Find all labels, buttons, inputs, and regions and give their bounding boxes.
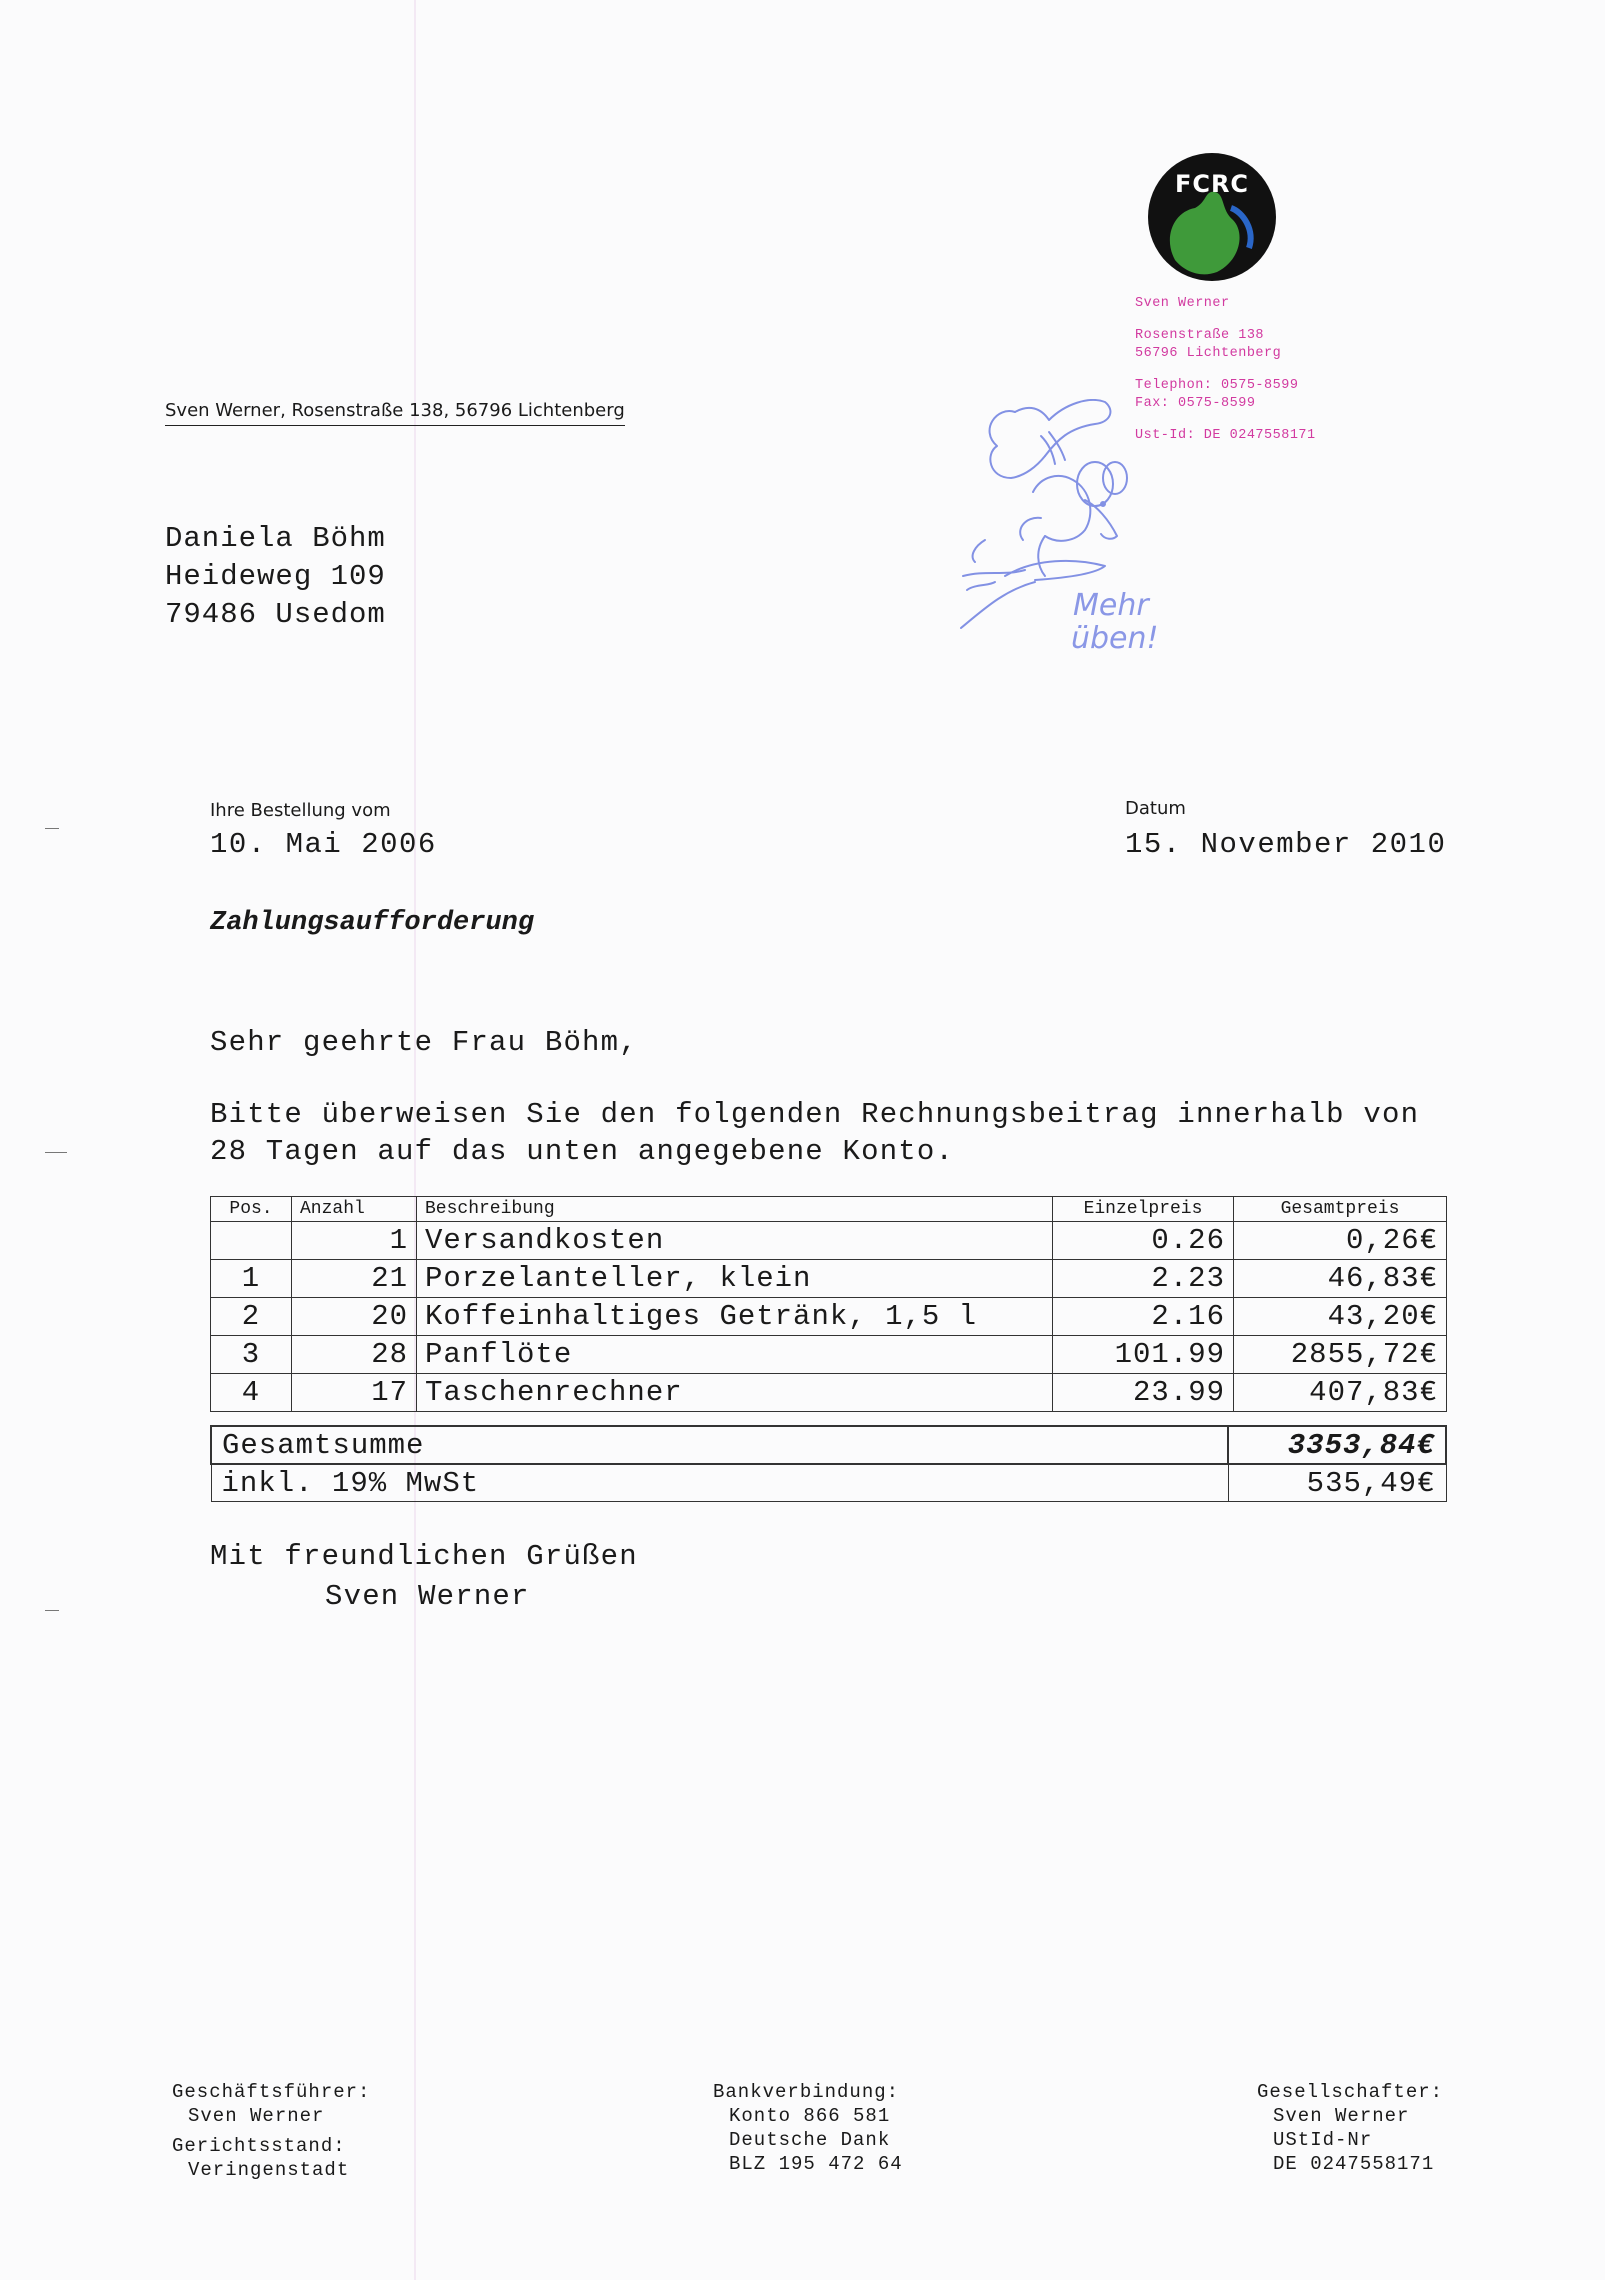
cell-total-price: 0,26€: [1234, 1222, 1447, 1260]
cell-description: Panflöte: [417, 1336, 1053, 1374]
letter-date-label: Datum: [1125, 798, 1186, 819]
cell-qty: 28: [292, 1336, 417, 1374]
closing-signature: Sven Werner: [325, 1580, 530, 1613]
body-line-2: 28 Tagen auf das unten angegebene Konto.: [210, 1135, 955, 1168]
cell-pos: 3: [211, 1336, 292, 1374]
table-row: [211, 1298, 1447, 1336]
cell-unit-price: 2.23: [1053, 1260, 1234, 1298]
footer-bank-label: Bankverbindung:: [713, 2081, 900, 2103]
table-header-row: [211, 1197, 1447, 1222]
cell-qty: 17: [292, 1374, 417, 1412]
cell-pos: [211, 1222, 292, 1260]
cell-qty: 20: [292, 1298, 417, 1336]
footer-bank-name: Deutsche Dank: [729, 2129, 891, 2151]
table-row: [211, 1374, 1447, 1412]
sender-name: Sven Werner: [1135, 296, 1230, 311]
sender-city: 56796 Lichtenberg: [1135, 346, 1282, 361]
stamp-text-line2: üben!: [1071, 621, 1159, 656]
mouse-stamp-icon: [945, 380, 1185, 660]
grand-total-row: [211, 1426, 1446, 1464]
body-line-1: Bitte überweisen Sie den folgenden Rechnungsbeitrag innerhalb von: [210, 1098, 1420, 1131]
recipient-name: Daniela Böhm: [165, 522, 386, 555]
invoice-totals: [210, 1425, 1447, 1502]
hole-mark: [45, 1152, 67, 1153]
cell-qty: 21: [292, 1260, 417, 1298]
footer-vat-number: DE 0247558171: [1273, 2153, 1435, 2175]
footer-vat-label: UStId-Nr: [1273, 2129, 1373, 2151]
recipient-city: 79486 Usedom: [165, 598, 386, 631]
cell-pos: 4: [211, 1374, 292, 1412]
column-header-total-price: Gesamtpreis: [1234, 1197, 1447, 1222]
fold-mark-bottom: [45, 1610, 59, 1611]
cell-description: Porzelanteller, klein: [417, 1260, 1053, 1298]
table-row: [211, 1260, 1447, 1298]
invoice-table: [210, 1196, 1447, 1412]
stamp-text-line1: Mehr: [1073, 588, 1149, 623]
body-paragraph: [210, 1096, 1419, 1170]
recipient-address: [165, 520, 386, 634]
footer-partner-label: Gesellschafter:: [1257, 2081, 1444, 2103]
vat-row: [211, 1464, 1446, 1502]
recipient-street: Heideweg 109: [165, 560, 386, 593]
cell-total-price: 2855,72€: [1234, 1336, 1447, 1374]
column-header-description: Beschreibung: [417, 1197, 1053, 1222]
cell-description: Versandkosten: [417, 1222, 1053, 1260]
cell-unit-price: 23.99: [1053, 1374, 1234, 1412]
order-date-label: Ihre Bestellung vom: [210, 800, 391, 821]
return-address: Sven Werner, Rosenstraße 138, 56796 Lichtenberg: [165, 400, 625, 426]
cell-pos: 2: [211, 1298, 292, 1336]
cell-total-price: 43,20€: [1234, 1298, 1447, 1336]
cell-description: Taschenrechner: [417, 1374, 1053, 1412]
column-header-pos: Pos.: [211, 1197, 292, 1222]
sender-vat-id: Ust-Id: DE 0247558171: [1135, 428, 1316, 443]
grand-total-label: Gesamtsumme: [211, 1426, 1228, 1464]
cell-unit-price: 0.26: [1053, 1222, 1234, 1260]
grand-total-value: 3353,84€: [1228, 1426, 1446, 1464]
footer-bank: [713, 2080, 903, 2176]
footer-partner-name: Sven Werner: [1273, 2105, 1410, 2127]
footer-management: [172, 2080, 370, 2182]
sender-street: Rosenstraße 138: [1135, 328, 1265, 343]
vat-value: 535,49€: [1228, 1464, 1446, 1502]
footer-partners: [1257, 2080, 1443, 2176]
cell-description: Koffeinhaltiges Getränk, 1,5 l: [417, 1298, 1053, 1336]
cell-pos: 1: [211, 1260, 292, 1298]
letter-subject: Zahlungsaufforderung: [210, 908, 535, 938]
footer-jurisdiction-label: Gerichtsstand:: [172, 2135, 346, 2157]
fold-mark-top: [45, 828, 59, 829]
sender-phone: Telephon: 0575-8599: [1135, 378, 1299, 393]
column-header-qty: Anzahl: [292, 1197, 417, 1222]
footer-ceo-label: Geschäftsführer:: [172, 2081, 371, 2103]
footer-bank-account: Konto 866 581: [729, 2105, 891, 2127]
letter-date-value: 15. November 2010: [1125, 828, 1447, 861]
cell-total-price: 46,83€: [1234, 1260, 1447, 1298]
fcrc-globe-logo-icon: [1145, 150, 1279, 284]
footer-jurisdiction-value: Veringenstadt: [188, 2159, 350, 2181]
sender-fax: Fax: 0575-8599: [1135, 396, 1256, 411]
order-date-value: 10. Mai 2006: [210, 828, 437, 861]
table-row: [211, 1336, 1447, 1374]
footer-ceo-name: Sven Werner: [188, 2105, 325, 2127]
vat-label: inkl. 19% MwSt: [211, 1464, 1228, 1502]
logo-text: FCRC: [1174, 170, 1250, 198]
closing-greeting: Mit freundlichen Grüßen: [210, 1540, 638, 1573]
salutation: Sehr geehrte Frau Böhm,: [210, 1026, 638, 1059]
cell-total-price: 407,83€: [1234, 1374, 1447, 1412]
cell-unit-price: 101.99: [1053, 1336, 1234, 1374]
column-header-unit-price: Einzelpreis: [1053, 1197, 1234, 1222]
cell-unit-price: 2.16: [1053, 1298, 1234, 1336]
table-row: [211, 1222, 1447, 1260]
cell-qty: 1: [292, 1222, 417, 1260]
footer-bank-blz: BLZ 195 472 64: [729, 2153, 903, 2175]
